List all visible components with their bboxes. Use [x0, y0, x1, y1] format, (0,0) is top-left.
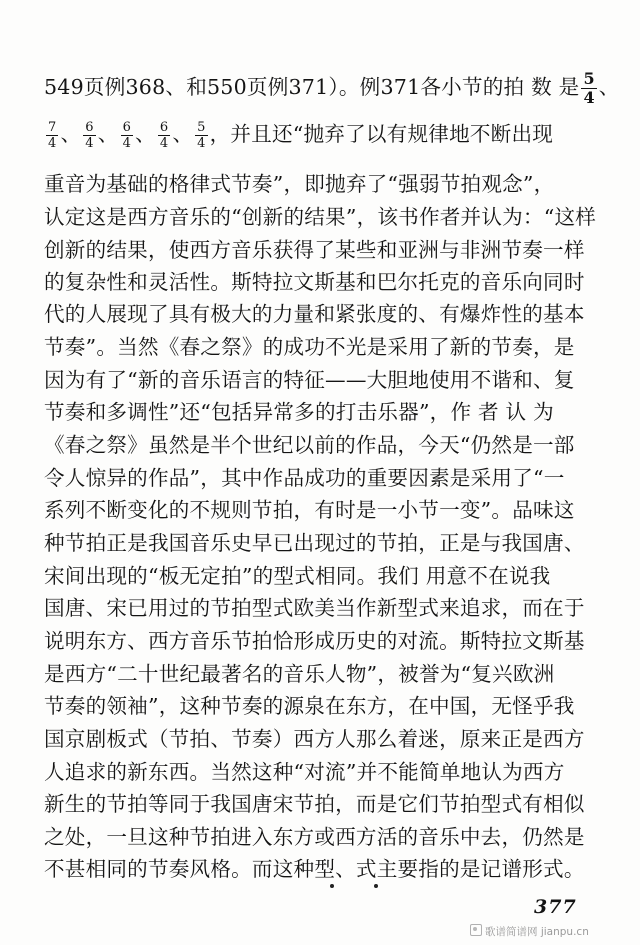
text-line-2-content: ，并且还“抛弃了以有规律地不断出现 — [209, 122, 554, 146]
time-signature-6-4: $\frac{6}{4}$ — [85, 120, 94, 151]
time-signature-5-4: $\frac{5}{4}$ — [583, 69, 595, 107]
site-watermark — [470, 924, 589, 939]
text-line-20: 国京剧板式（节拍、节奏）西方人那么着迷，原来正是西方 — [44, 727, 585, 751]
emphasis-dot — [374, 884, 378, 888]
text-line-6: 的复杂性和灵活性。斯特拉文斯基和巴尔托克的音乐向同时 — [44, 270, 585, 294]
time-signature-5-4: $\frac{5}{4}$ — [197, 120, 206, 151]
time-signature-6-4: $\frac{6}{4}$ — [159, 120, 169, 151]
fraction-separator: 、 — [97, 122, 119, 146]
text-line-9: 因为有了“新的音乐语言的特征——大胆地使用不谐和、复 — [44, 368, 575, 392]
text-line-8: 节奏”。当然《春之祭》的成功不光是采用了新的节奏，是 — [44, 335, 575, 359]
time-signature-7-4: $\frac{7}{4}$ — [48, 120, 57, 151]
text-line-15: 宋间出现的“板无定拍”的型式相同。我们 用意不在说我 — [44, 564, 551, 588]
text-line-23: 之处，一旦这种节拍进入东方或西方活的音乐中去，仍然是 — [44, 825, 585, 849]
fraction-separator: 、 — [172, 122, 194, 146]
text-line-1-content: 549页例368、和550页例371）。例371各小节的拍 数 是 — [44, 75, 580, 99]
text-line-14: 种节拍正是我国音乐史早已出现过的节拍，正是与我国唐、 — [44, 531, 585, 555]
text-line-3: 重音为基础的格律式节奏”，即抛弃了“强弱节拍观念”， — [44, 172, 555, 196]
text-line-18: 是西方“二十世纪最著名的音乐人物”，被誉为“复兴欧洲 — [44, 662, 555, 686]
fraction-separator: 、 — [135, 122, 156, 146]
text-line-4: 认定这是西方音乐的“创新的结果”，该书作者并认为：“这样 — [44, 205, 597, 229]
text-line-10: 节奏和多调性”还“包括异常多的打击乐器”，作 者 认 为 — [44, 400, 554, 424]
text-line-22: 新生的节拍等同于我国唐宋节拍，而是它们节拍型式有相似 — [44, 792, 585, 816]
watermark-text: 歌谱简谱网 jianpu.cn — [485, 926, 589, 938]
text-line-24: 不甚相同的节奏风格。而这种型、式主要指的是记谱形式。 — [44, 857, 585, 881]
text-line-7: 代的人展现了具有极大的力量和紧张度的、有爆炸性的基本 — [44, 302, 585, 326]
time-signature-6-4: $\frac{6}{4}$ — [122, 120, 132, 151]
text-line-11: 《春之祭》虽然是半个世纪以前的作品，今天“仍然是一部 — [44, 433, 575, 457]
text-line-1 — [44, 69, 620, 107]
text-line-17: 说明东方、西方音乐节拍恰形成历史的对流。斯特拉文斯基 — [44, 629, 585, 653]
text-line-13: 系列不断变化的不规则节拍，有时是一小节一变”。品味这 — [44, 498, 575, 522]
text-line-5: 创新的结果，使西方音乐获得了某些和亚洲与非洲节奏一样 — [44, 238, 585, 262]
emphasis-dot — [330, 884, 334, 888]
text-line-16: 国唐、宋已用过的节拍型式欧美当作新型式来追求，而在于 — [44, 596, 585, 620]
watermark-logo-icon — [470, 924, 482, 936]
page-number: 377 — [534, 896, 577, 918]
text-line-19: 节奏的领袖”，这种节奏的源泉在东方，在中国，无怪乎我 — [44, 694, 575, 718]
text-line-2 — [44, 120, 604, 151]
fraction-separator: 、 — [60, 122, 82, 146]
text-line-21: 人追求的新东西。当然这种“对流”并不能简单地认为西方 — [44, 760, 565, 784]
text-line-12: 令人惊异的作品”，其中作品成功的重要因素是采用了“一 — [44, 466, 565, 490]
text-line-1-tail: 、 — [598, 75, 620, 99]
